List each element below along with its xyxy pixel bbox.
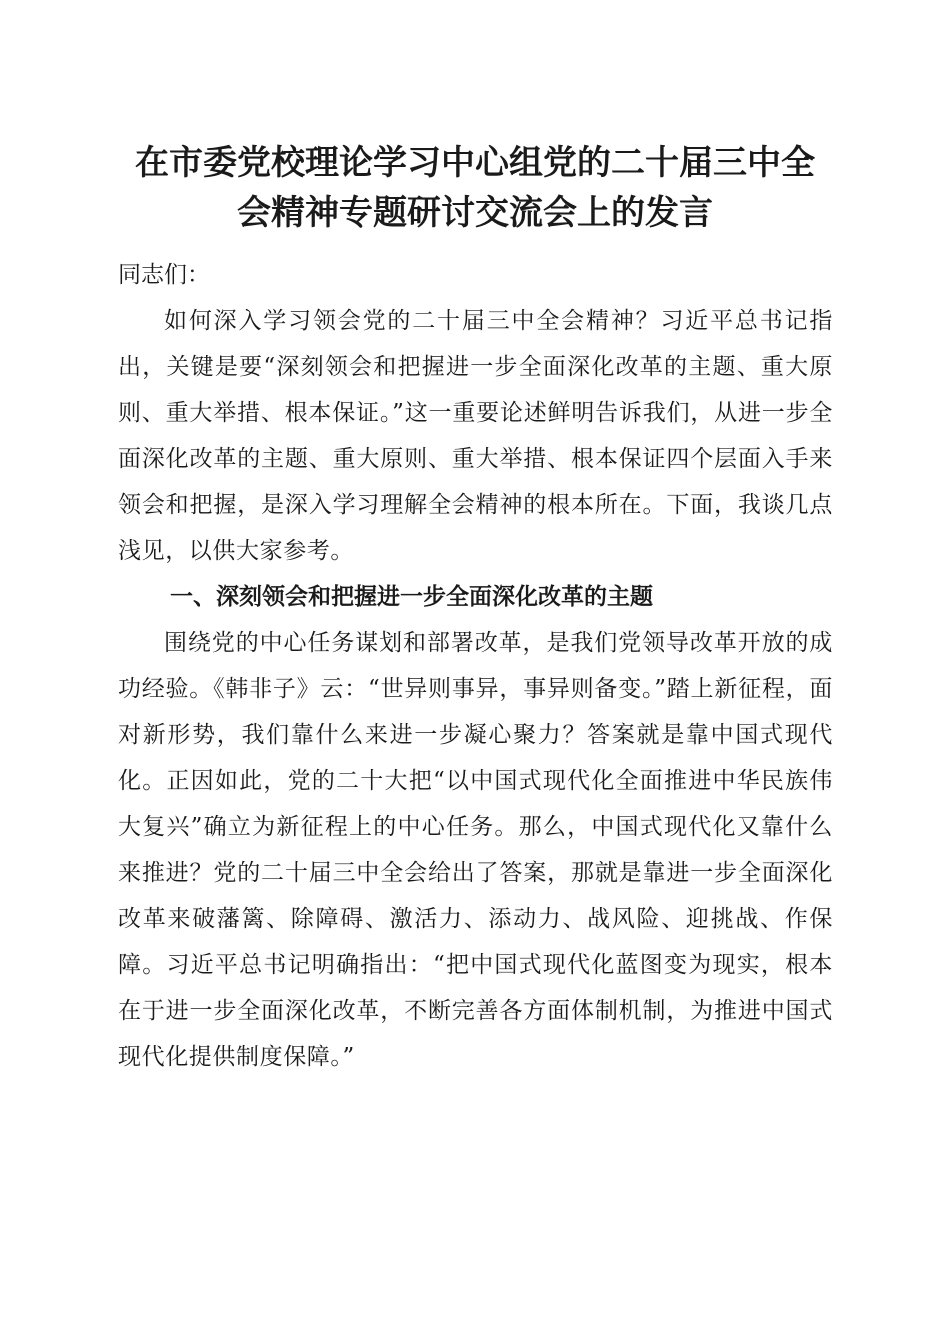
title-line-1: 在市委党校理论学习中心组党的二十届三中全 [135,143,815,183]
intro-paragraph: 如何深入学习领会党的二十届三中全会精神？习近平总书记指出，关键是要“深刻领会和把握进一步全面深化改革的主题、重大原则、重大举措、根本保证。”这一重要论述鲜明告诉我们，从进一步全面深化改革的主题、重大原则、重大举措、根本保证四个层面入手来领会和把握，是深入学习理解全会精神的根本所在。下面，我谈几点浅见，以供大家参考。 [118,308,833,564]
document-body [118,252,833,1080]
document-title [100,138,850,238]
greeting: 同志们： [118,262,210,288]
title-line-2: 会精神专题研讨交流会上的发言 [237,193,713,233]
section-1-heading: 一、深刻领会和把握进一步全面深化改革的主题 [170,584,653,610]
section-1-paragraph: 围绕党的中心任务谋划和部署改革，是我们党领导改革开放的成功经验。《韩非子》云：“世异则事异，事异则备变。”踏上新征程，面对新形势，我们靠什么来进一步凝心聚力？答案就是靠中国式现代化。正因如此，党的二十大把“以中国式现代化全面推进中华民族伟大复兴”确立为新征程上的中心任务。那么，中国式现代化又靠什么来推进？党的二十届三中全会给出了答案，那就是靠进一步全面深化改革来破藩篱、除障碍、激活力、添动力、战风险、迎挑战、作保障。习近平总书记明确指出：“把中国式现代化蓝图变为现实，根本在于进一步全面深化改革，不断完善各方面体制机制，为推进中国式现代化提供制度保障。” [118,630,833,1070]
